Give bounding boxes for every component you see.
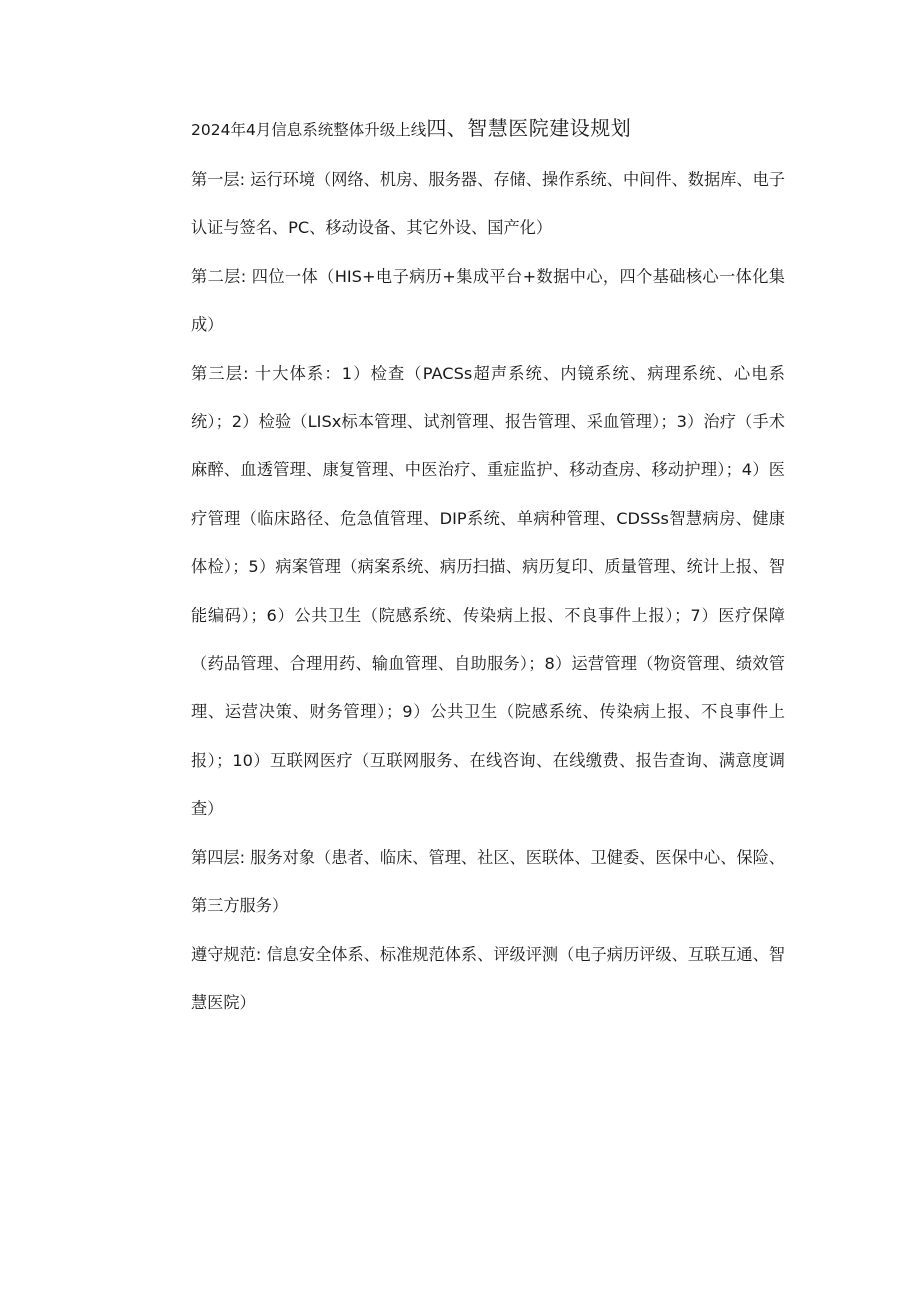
document-body [191,113,785,1027]
paragraph-layer-1 [191,156,785,253]
paragraph-layer-2 [191,253,785,350]
paragraph-layer-4 [191,834,785,931]
paragraph-compliance [191,931,785,1028]
paragraph-text: 服务对象（患者、临床、管理、社区、医联体、卫健委、医保中心、保险、第三方服务） [191,847,785,916]
heading-prefix-text: 2024年4月信息系统整体升级上线 [191,121,427,139]
section-title: 四、智慧医院建设规划 [426,116,632,140]
paragraph-label: 第一层: [191,170,246,189]
paragraph-text: 四位一体（HIS+电子病历+集成平台+数据中心，四个基础核心一体化集成） [191,266,785,335]
paragraph-text: 信息安全体系、标准规范体系、评级评测（电子病历评级、互联互通、智慧医院） [191,944,785,1012]
paragraph-label: 遵守规范: [191,944,262,964]
paragraph-label: 第四层: [191,847,246,867]
section-heading [191,113,785,143]
paragraph-label: 第二层: [191,266,247,286]
paragraph-label: 第三层: [191,363,249,383]
paragraph-text: 运行环境（网络、机房、服务器、存储、操作系统、中间件、数据库、电子认证与签名、PC、移动设备、其它外设、国产化） [191,170,785,238]
paragraph-text: 十大体系：1）检查（PACSs超声系统、内镜系统、病理系统、心电系统）；2）检验（LISx标本管理、试剂管理、报告管理、采血管理）；3）治疗（手术麻醉、血透管理、康复管理、中医治疗、重症监护、移动查房、移动护理）；4）医疗管理（临床路径、危急值管理、DIP系统、单病种管理、CDSSs智慧病房、健康体检）；5）病案管理（病案系统、病历扫描、病历复印、质量管理、统计上报、智能编码）；6）公共卫生（院感系统、传染病上报、不良事件上报）；7）医疗保障（药品管理、合理用药、输血管理、自助服务）；8）运营管理（物资管理、绩效管理、运营决策、财务管理）；9）公共卫生（院感系统、传染病上报、不良事件上报）；10）互联网医疗（互联网服务、在线咨询、在线缴费、报告查询、满意度调查） [191,363,785,819]
paragraph-layer-3 [191,350,785,834]
